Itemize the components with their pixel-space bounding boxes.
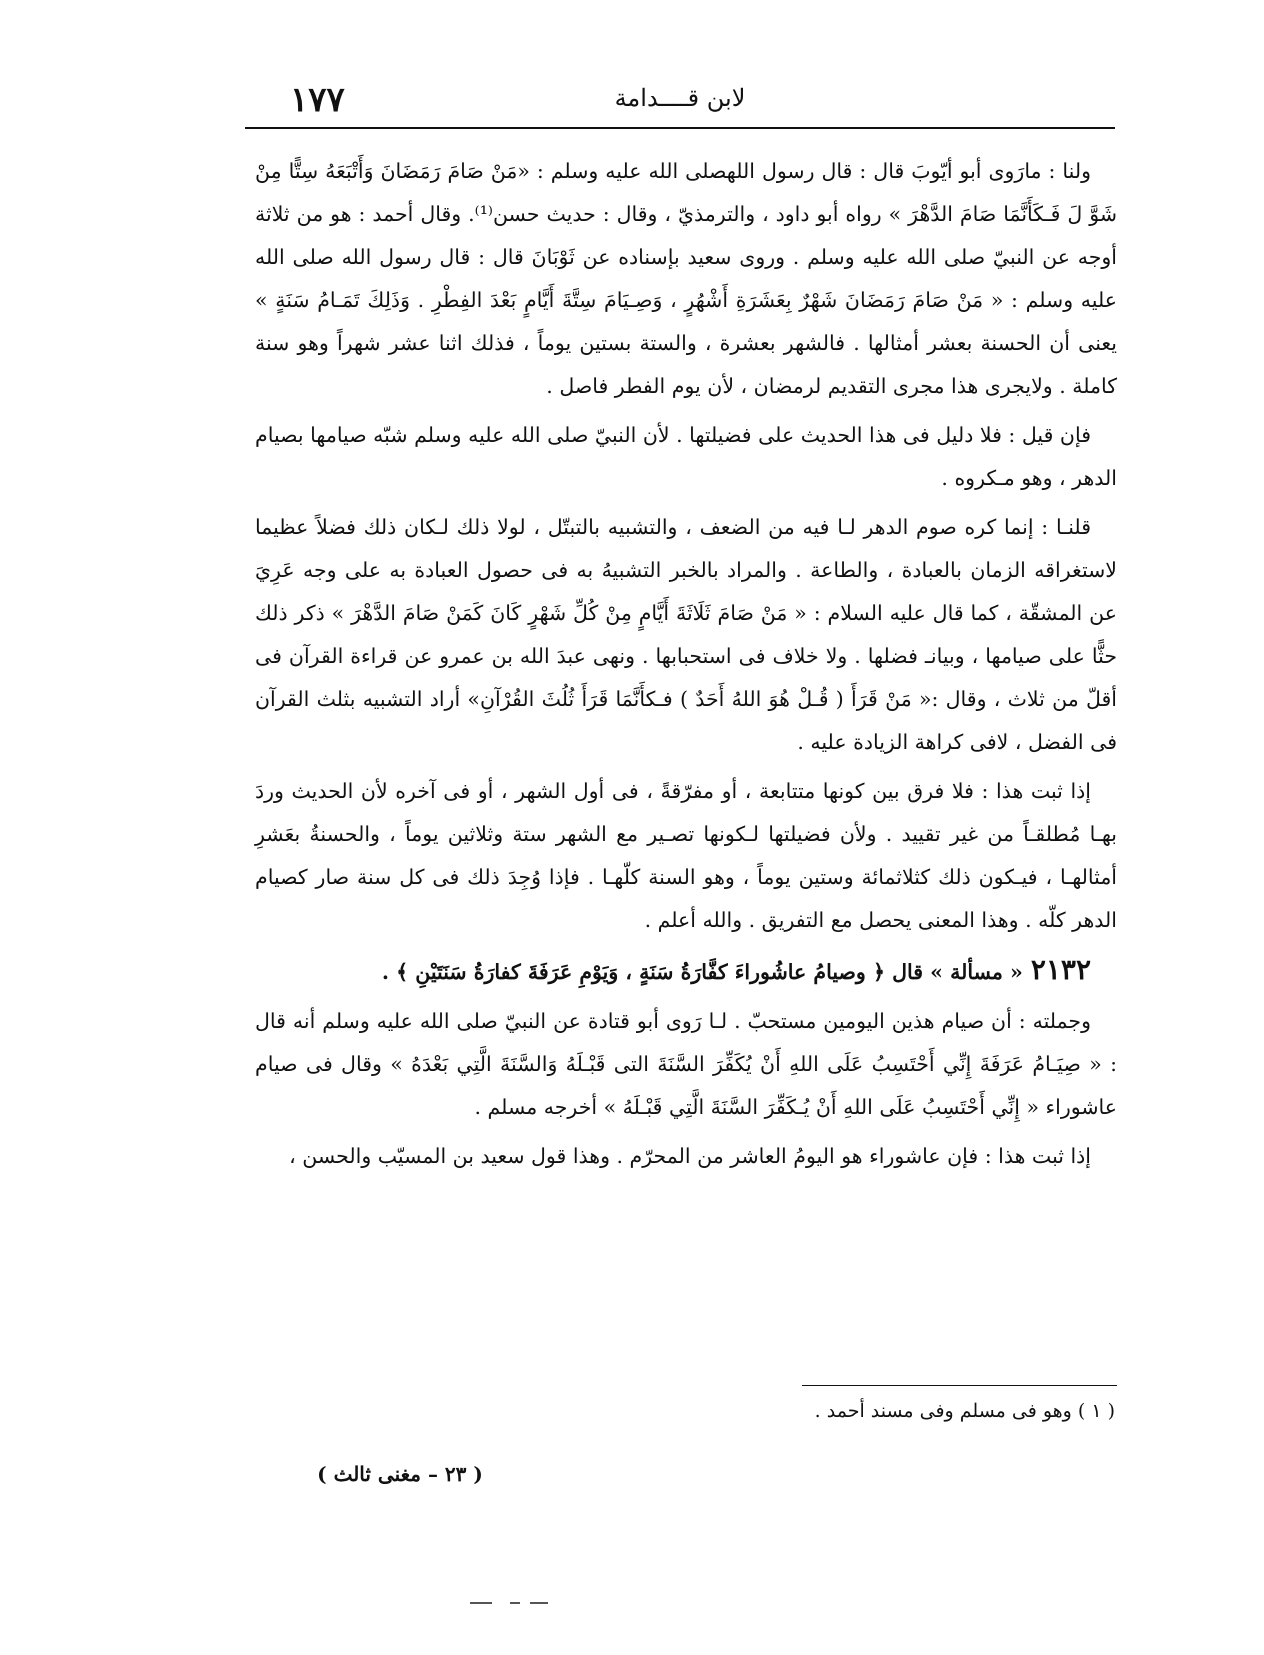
page-header [240, 78, 1120, 120]
signature-mark: ( ٢٣ – مغنى ثالث ) [317, 1462, 483, 1486]
footnote-rule [802, 1385, 1117, 1386]
scan-mark [510, 1602, 520, 1604]
paragraph: وجملته : أن صيام هذين اليومين مستحبّ . لـا رَوى أبو قتادة عن النبيّ صلى الله عليه وسلم أنه قال : « صِيَـامُ عَرَفَةَ إِنِّي أَحْتَسِبُ عَلَى اللهِ أَنْ يُكَفِّرَ السَّنَةَ التى قَبْـلَهُ وَالسَّنَةَ الَّتِي بَعْدَهُ » وقال فى صيام عاشوراء « إِنِّي أَحْتَسِبُ عَلَى اللهِ أَنْ يُـكَفِّرَ السَّنَةَ الَّتِي قَبْـلَهُ » أخرجه مسلم . [255, 1009, 1117, 1119]
paragraph: إذا ثبت هذا : فإن عاشوراء هو اليومُ العاشر من المحرّم . وهذا قول سعيد بن المسيّب والحسن ، [289, 1144, 1091, 1168]
header-rule [245, 127, 1115, 129]
masala-text: « مسألة » قال ﴿ وصيامُ عاشُوراءَ كفَّارَةُ سَنَةٍ ، وَيَوْمِ عَرَفَةَ كفارَةُ سَنَتَيْنِ ﴾ . [381, 960, 1023, 984]
scan-mark [530, 1602, 548, 1604]
masala-heading [255, 948, 1117, 994]
scan-mark [470, 1602, 492, 1604]
paragraph: قلنـا : إنما كره صوم الدهر لـا فيه من الضعف ، والتشبيه بالتبتّل ، لولا ذلك لـكان ذلك فضلاً عظيما لاستغراقه الزمان بالعبادة ، والطاعة . والمراد بالخبر التشبيهُ به فى حصول العبادة به على وجه عَرِيَ عن المشقّة ، كما قال عليه السلام : « مَنْ صَامَ ثَلَاثَةَ أَيَّامٍ مِنْ كُلِّ شَهْرٍ كَانَ كَمَنْ صَامَ الدَّهْرَ » ذكر ذلك حثًّا على صيامها ، وبيانـ فضلها . ولا خلاف فى استحبابها . ونهى عبدَ الله بن عمرو عن قراءة القرآن فى أقلّ من ثلاث ، وقال :« مَنْ قَرَأَ ( قُـلْ هُوَ اللهُ أَحَدٌ ) فـكأَنَّمَا قَرَأَ ثُلُثَ القُرْآنِ» أراد التشبيه بثلث القرآن فى الفضل ، لافى كراهة الزيادة عليه . [255, 515, 1117, 754]
paragraph: فإن قيل : فلا دليل فى هذا الحديث على فضيلتها . لأن النبيّ صلى الله عليه وسلم شبّه صيامها بصيام الدهر ، وهو مـكروه . [255, 423, 1117, 490]
main-text [255, 150, 1117, 1184]
page-number: ١٧٧ [290, 80, 345, 120]
paragraph: ولنا : مارَوى أبو أيّوبَ قال : قال رسول اللهصلى الله عليه وسلم : «مَنْ صَامَ رَمَضَانَ وَأَتْبَعَهُ سِتًّا مِنْ شَوَّ لَ فَـكَأَنَّمَا صَامَ الدَّهْرَ » رواه أبو داود ، والترمذيّ ، وقال : حديث حسن⁽¹⁾. وقال أحمد : هو من ثلاثة أوجه عن النبيّ صلى الله عليه وسلم . وروى سعيد بإسناده عن ثَوْبَانَ قال : قال رسول الله صلى الله عليه وسلم : « مَنْ صَامَ رَمَضَانَ شَهْرٌ بِعَشَرَةِ أَشْهُرٍ ، وَصِـيَامَ سِتَّةَ أَيَّامٍ بَعْدَ الفِطْرِ . وَذَلِكَ تَمَـامُ سَنَةٍ » يعنى أن الحسنة بعشر أمثالها . فالشهر بعشرة ، والستة بستين يوماً ، فذلك اثنا عشر شهراً وهو سنة كاملة . ولايجرى هذا مجرى التقديم لرمضان ، لأن يوم الفطر فاصل . [255, 159, 1117, 398]
paragraph: إذا ثبت هذا : فلا فرق بين كونها متتابعة ، أو مفرّقةً ، فى أول الشهر ، أو فى آخره لأن الحديث وردَ بهـا مُطلقـاً من غير تقييد . ولأن فضيلتها لـكونها تصـير مع الشهر ستة وثلاثين يوماً ، والحسنةُ بعَشرِ أمثالهـا ، فيـكون ذلك كثلاثمائة وستين يوماً ، وهو السنة كلّهـا . فإذا وُجِدَ ذلك فى كل سنة صار كصيام الدهر كلّه . وهذا المعنى يحصل مع التفريق . والله أعلم . [255, 779, 1117, 932]
running-title: لابن قــــدامة [614, 84, 746, 112]
footnote: ( ١ ) وهو فى مسلم وفى مسند أحمد . [814, 1400, 1115, 1422]
scan-marks [470, 1602, 630, 1606]
masala-number: ٢١٣٢ [1030, 953, 1091, 986]
